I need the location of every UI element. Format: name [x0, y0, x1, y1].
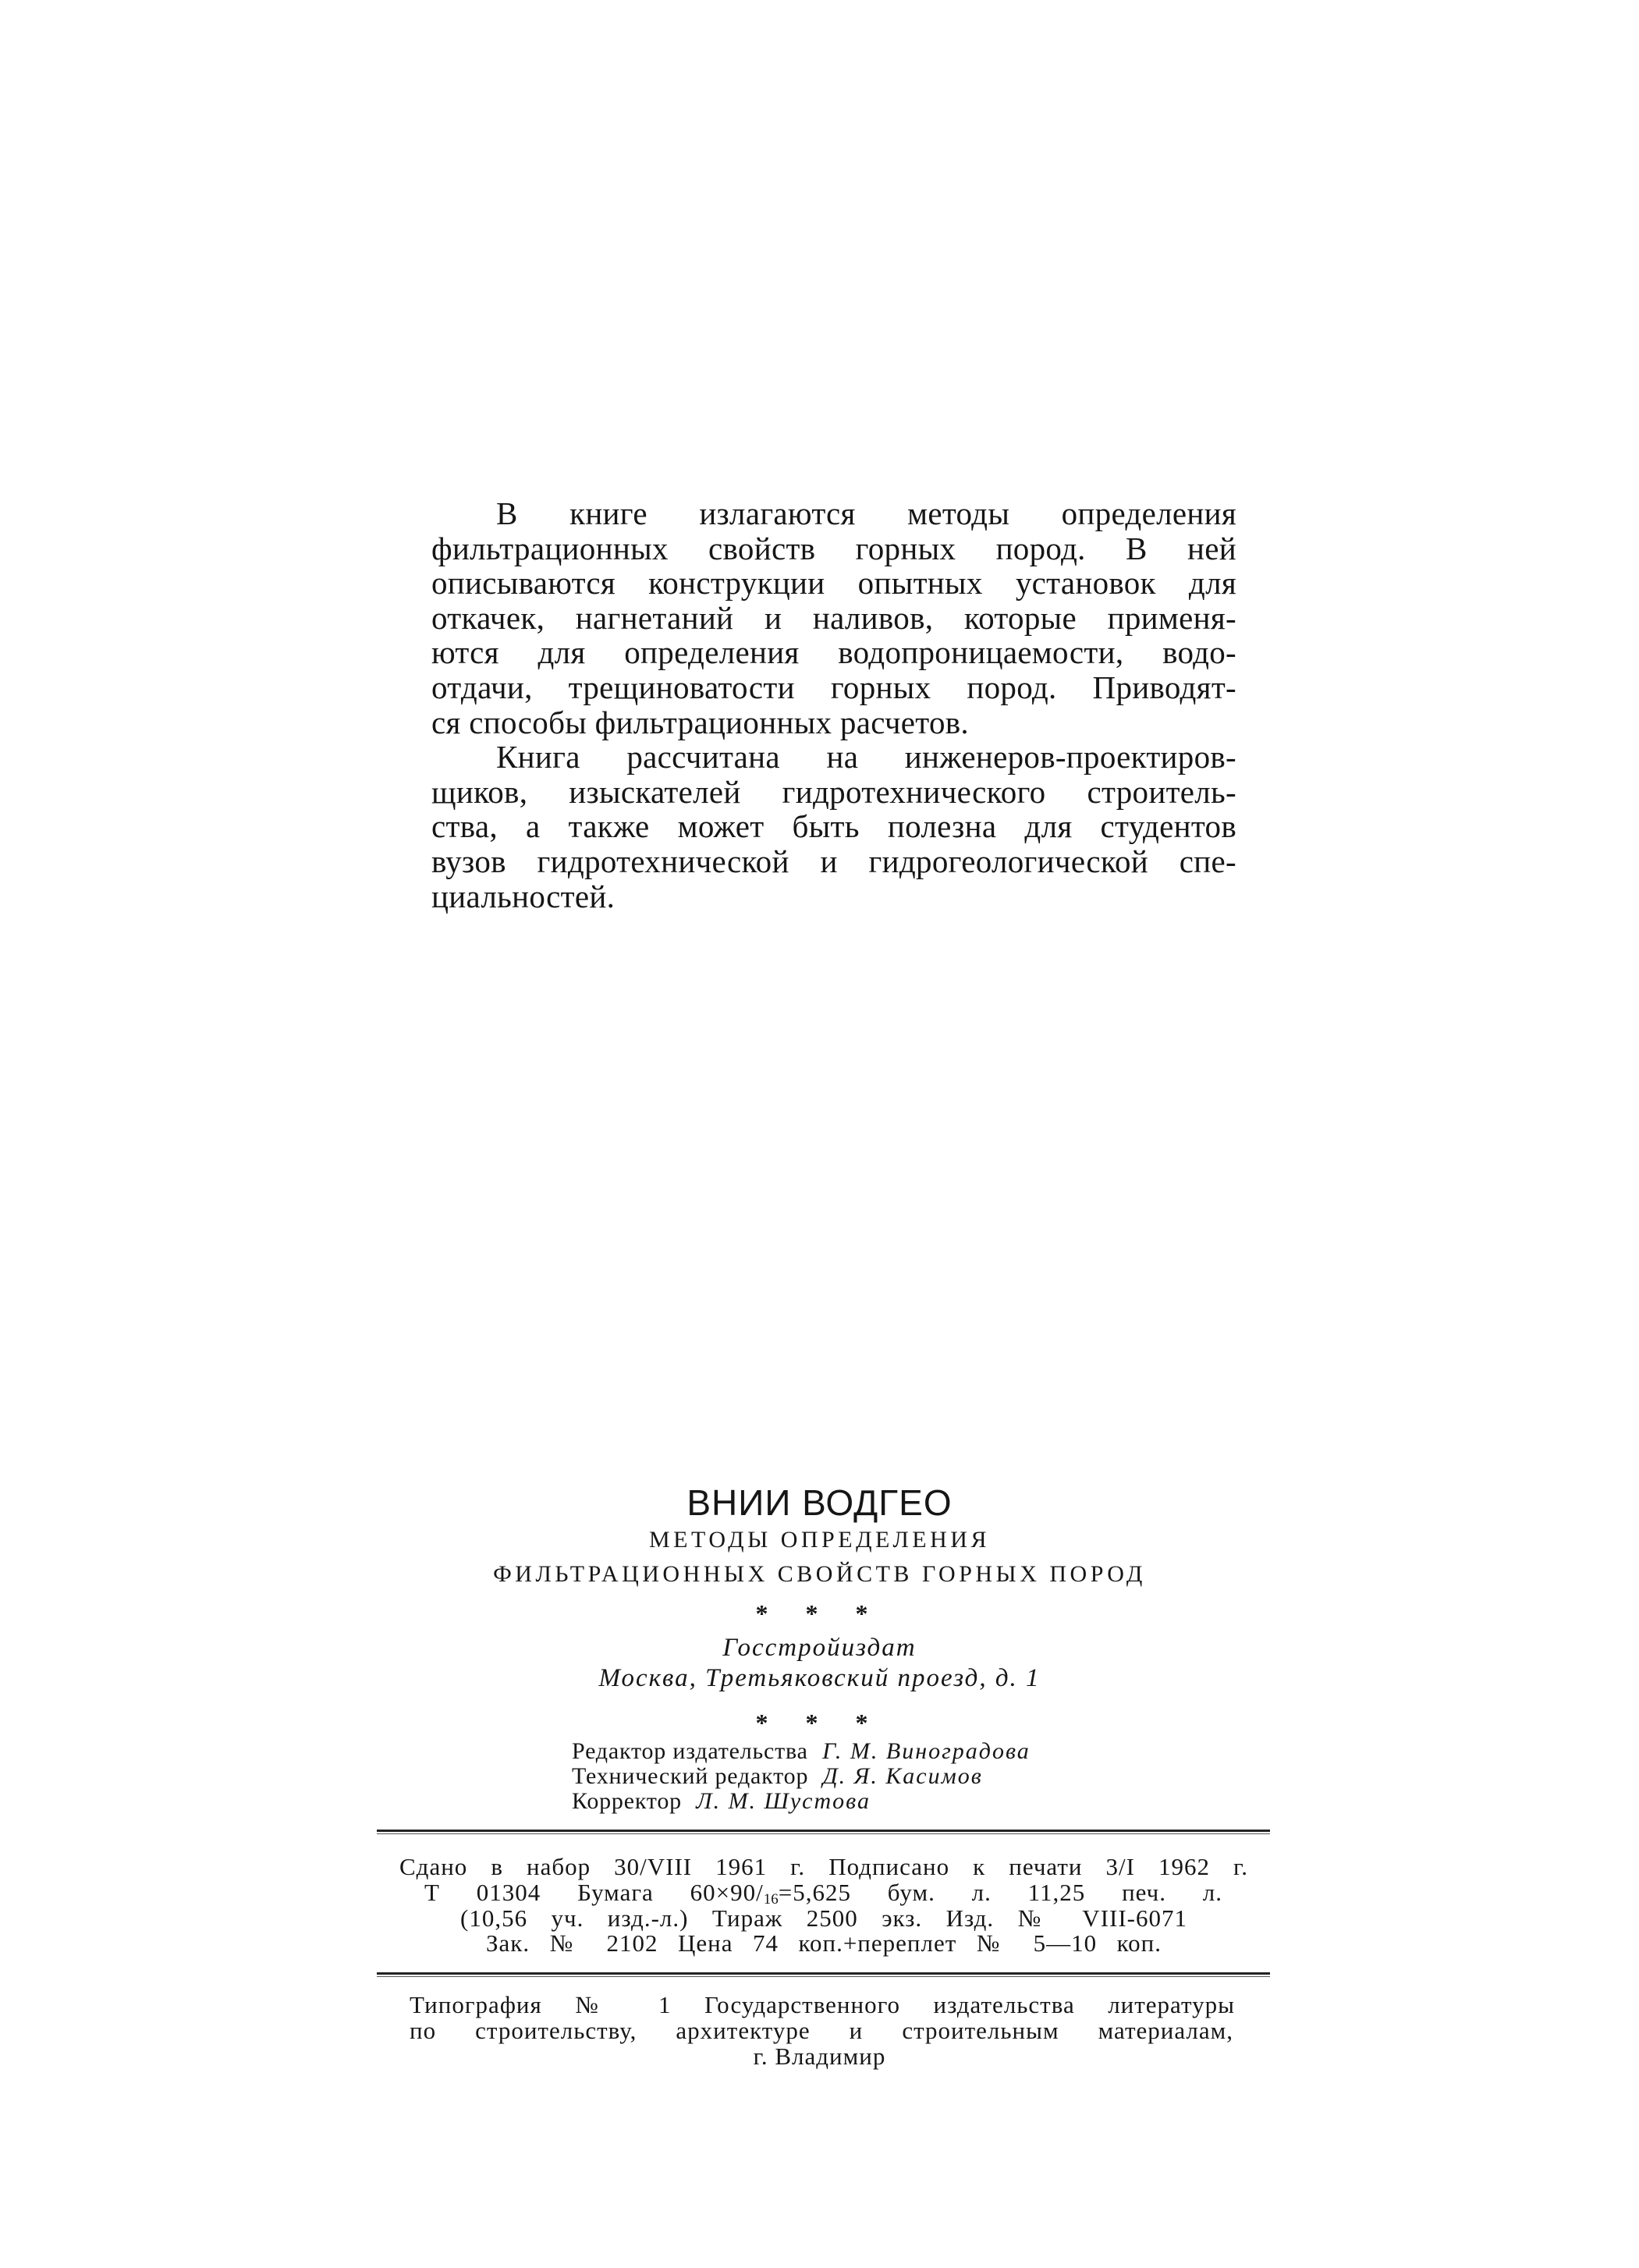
- staff-name: Д. Я. Касимов: [822, 1763, 983, 1789]
- separator-stars: * * *: [755, 1599, 884, 1627]
- imprint-line-4: Зак. № 2102 Цена 74 коп.+переплет № 5—10 коп.: [486, 1929, 1162, 1957]
- staff-role: Редактор издательства: [572, 1738, 808, 1764]
- annotation-line: отдачи, трещиноватости горных пород. Приводят-: [431, 669, 1236, 705]
- divider-rule: [377, 1972, 1270, 1977]
- annotation-text: [431, 496, 1236, 914]
- annotation-line: ются для определения водопроницаемости, водо-: [431, 634, 1236, 671]
- annotation-line: Книга рассчитана на инженеров-проектиров-: [496, 739, 1236, 776]
- staff-entry: [572, 1789, 1031, 1814]
- imprint-typeset-date: Сдано в набор 30/VIII 1961 г.: [399, 1853, 806, 1880]
- staff-name: Г. М. Виноградова: [822, 1738, 1031, 1764]
- imprint-paper-suffix: =5,625 бум. л. 11,25 печ. л.: [778, 1879, 1223, 1906]
- imprint-line-3: (10,56 уч. изд.-л.) Тираж 2500 экз. Изд. № VIII-6071: [460, 1904, 1187, 1932]
- annotation-line: циальностей.: [431, 878, 616, 914]
- staff-role: Технический редактор: [572, 1763, 809, 1789]
- imprint-paper-prefix: Бумага 60×90/: [577, 1879, 764, 1906]
- staff-list: [572, 1739, 1031, 1814]
- staff-entry: [572, 1764, 1031, 1789]
- separator-stars: * * *: [755, 1709, 884, 1737]
- printer-line-1: Типография № 1 Государственного издательства литературы: [410, 1991, 1235, 2018]
- imprint-line-1: [399, 1854, 1248, 1879]
- annotation-line: ства, а также может быть полезна для студентов: [431, 808, 1236, 845]
- book-title-line-2: ФИЛЬТРАЦИОННЫХ СВОЙСТВ ГОРНЫХ ПОРОД: [493, 1561, 1146, 1587]
- annotation-line: вузов гидротехнической и гидрогеологической спе-: [431, 843, 1236, 879]
- publisher-address: Москва, Третьяковский проезд, д. 1: [598, 1664, 1041, 1692]
- staff-role: Корректор: [572, 1788, 682, 1814]
- imprint-code: Т 01304: [424, 1879, 541, 1906]
- annotation-line: откачек, нагнетаний и наливов, которые применя-: [431, 599, 1236, 636]
- staff-entry: [572, 1739, 1031, 1764]
- annotation-line: В книге излагаются методы определения: [496, 495, 1236, 531]
- annotation-line: щиков, изыскателей гидротехнического строитель-: [431, 773, 1236, 810]
- imprint-signed-date: Подписано к печати 3/I 1962 г.: [828, 1853, 1248, 1880]
- book-title-line-1: МЕТОДЫ ОПРЕДЕЛЕНИЯ: [649, 1527, 990, 1553]
- annotation-line: описываются конструкции опытных установок для: [431, 565, 1236, 602]
- annotation-line: фильтрационных свойств горных пород. В ней: [431, 530, 1236, 566]
- publisher-name: Госстройиздат: [722, 1634, 917, 1662]
- annotation-line: ся способы фильтрационных расчетов.: [431, 704, 969, 740]
- printer-line-2: по строительству, архитектуре и строительным материалам,: [410, 2017, 1233, 2044]
- printer-city: г. Владимир: [753, 2043, 886, 2070]
- staff-name: Л. М. Шустова: [696, 1788, 871, 1814]
- imprint-paper-fraction: 16: [763, 1891, 779, 1908]
- divider-rule: [377, 1830, 1270, 1834]
- organization-name: ВНИИ ВОДГЕО: [686, 1482, 953, 1523]
